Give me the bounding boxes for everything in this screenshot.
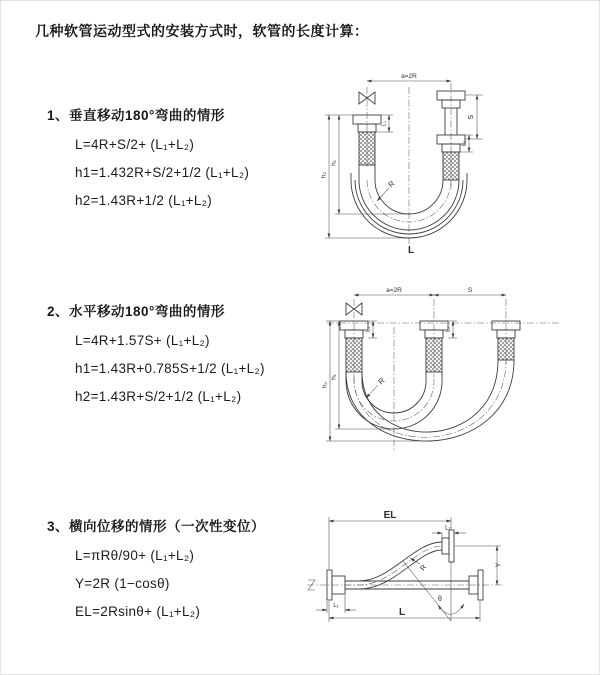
dim-label-theta: θ [438,596,442,603]
formula-line: L=4R+S/2+ (L₁+L₂) [75,137,195,152]
dim-label-h2: h₂ [320,171,328,179]
dim-label-h2: h₂ [321,381,329,389]
dim-label-r: R [419,563,429,573]
centerlines [307,546,504,585]
dim-label-l1: L₁ [365,327,372,332]
section-vertical-180 [47,104,249,215]
dim-label-h1: h₁ [330,374,338,380]
angle-construction [403,561,464,621]
dim-label-r: R [376,375,387,387]
braided-hose-section [443,152,459,180]
section-3-heading: 3、横向位移的情形（一次性变位） [47,519,266,534]
section-horizontal-180 [47,300,265,411]
formula-line: h1=1.43R+0.785S+1/2 (L₁+L₂) [75,361,265,376]
formula-line: Y=2R (1−cosθ) [75,576,170,591]
dim-label-el: EL [383,510,397,521]
dim-label-l2: L₂ [445,326,452,333]
section-2-formulas [75,327,265,411]
braided-hose-section [498,338,514,360]
dim-label-l1: L₁ [333,603,339,609]
diagram-lateral-displacement [299,503,599,643]
dim-label-a2r: a=2R [386,287,402,294]
dim-label-l: L [407,245,415,256]
dim-label-a2r: a=2R [401,73,417,80]
formula-line: h2=1.43R+S/2+1/2 (L₁+L₂) [75,389,242,404]
braided-hose-section [346,338,362,372]
formula-line: h1=1.432R+S/2+1/2 (L₁+L₂) [75,165,250,180]
dim-label-h1: h₁ [330,160,338,166]
dim-label-l1: L₁ [381,121,388,126]
section-2-heading: 2、水平移动180°弯曲的情形 [47,304,225,319]
dim-label-l2: L₂ [445,525,451,532]
section-lateral-displacement [47,515,265,626]
section-1-formulas [75,131,249,215]
diagram-horizontal-180-bend [309,281,599,466]
braided-hose-section [359,132,375,165]
dim-label-s: S [468,114,475,120]
formula-line: L=πRθ/90+ (L₁+L₂) [75,548,195,563]
section-3-formulas [75,542,265,626]
diagram-vertical-180-bend [309,67,599,267]
dim-label-l2: L₂ [461,140,468,147]
dim-label-s: S [467,287,473,294]
dim-label-y: Y [495,562,503,568]
formula-line: EL=2Rsinθ+ (L₁+L₂) [75,604,201,619]
displaced-flange [442,530,454,562]
dim-label-l: L [398,607,406,618]
formula-line: h2=1.43R+1/2 (L₁+L₂) [75,193,213,208]
hose-s-curve [345,542,442,589]
formula-line: L=4R+1.57S+ (L₁+L₂) [75,333,210,348]
document-title: 几种软管运动型式的安装方式时，软管的长度计算： [35,23,369,39]
dim-label-r: R [386,178,397,190]
braided-hose-section [426,338,442,372]
section-1-heading: 1、垂直移动180°弯曲的情形 [47,108,225,123]
